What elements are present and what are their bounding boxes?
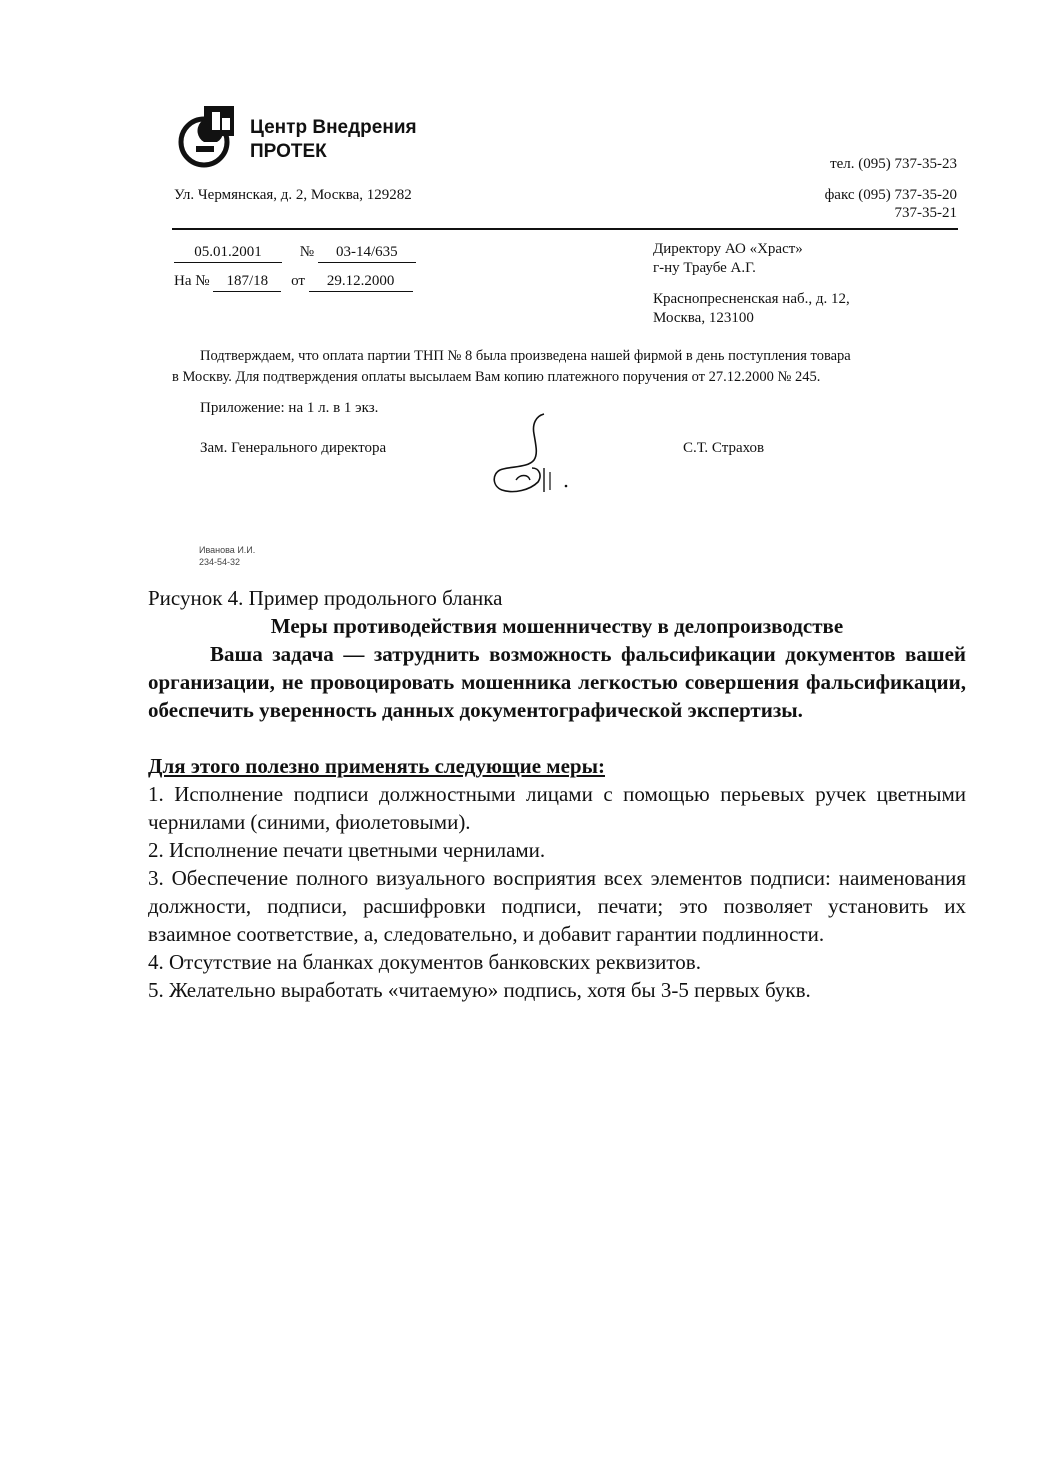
figure-caption: Рисунок 4. Пример продольного бланка [148,586,503,610]
intro-paragraph: Ваша задача — затруднить возможность фальсификации документов вашей организации, не провоцировать мошенника легкостью совершения фальсификации, обеспечить уверенность данных документографической экспертизы. [148,642,966,722]
letter-body-line1: Подтверждаем, что оплата партии ТНП № 8 была произведена нашей фирмой в день поступления товара [200,348,851,364]
section-heading: Меры противодействия мошенничеству в делопроизводстве [270,614,844,638]
company-logo-icon [178,102,238,170]
company-address: Ул. Чермянская, д. 2, Москва, 129282 [174,187,412,203]
company-fax: факс (095) 737-35-20 [824,187,957,203]
ref-date: 29.12.2000 [309,272,413,292]
executor-name: Иванова И.И. [199,545,256,555]
handwritten-signature [486,410,586,500]
recipient-line2: г-ну Траубе А.Г. [653,260,756,276]
signer-title: Зам. Генерального директора [200,440,387,456]
list-item: 5. Желательно выработать «читаемую» подпись, хотя бы 3-5 первых букв. [148,978,811,1002]
measures-heading-text: Для этого полезно применять следующие меры: [148,754,605,778]
letter-attachment: Приложение: на 1 л. в 1 экз. [200,400,379,416]
ref-number: 187/18 [213,272,281,292]
letterhead-logo [178,102,238,170]
header-divider [172,228,958,230]
company-name-line2: ПРОТЕК [250,141,327,162]
company-tel: тел. (095) 737-35-23 [830,156,957,172]
signature-icon [486,410,586,500]
list-item: 3. Обеспечение полного визуального восприятия всех элементов подписи: наименования должности, подписи, расшифровки подписи, печати; это позволяет установить их взаимное соответствие, а, следовательно, и добавит гарантии подлинности. [148,866,966,946]
ref-prefix: На № [174,273,210,289]
list-item: 4. Отсутствие на бланках документов банковских реквизитов. [148,950,701,974]
letter-body-line2: в Москву. Для подтверждения оплаты высылаем Вам копию платежного поручения от 27.12.2000 № 245. [172,369,821,385]
measures-heading [148,752,966,780]
number-prefix: № [299,244,315,260]
recipient-line4: Москва, 123100 [653,310,754,326]
recipient-line1: Директору АО «Храст» [653,241,803,257]
letter-number: 03-14/635 [318,243,416,263]
measures-list [148,780,966,1004]
executor-phone: 234-54-32 [199,557,241,567]
recipient-line3: Краснопресненская наб., д. 12, [653,291,850,307]
signer-name: С.Т. Страхов [683,440,765,456]
letter-date: 05.01.2001 [174,243,282,263]
list-item: 1. Исполнение подписи должностными лицами с помощью перьевых ручек цветными чернилами (синими, фиолетовыми). [148,782,966,834]
company-name-line1: Центр Внедрения [250,117,417,138]
company-fax-2: 737-35-21 [894,205,957,221]
ref-from: от [291,273,305,289]
list-item: 2. Исполнение печати цветными чернилами. [148,838,546,862]
